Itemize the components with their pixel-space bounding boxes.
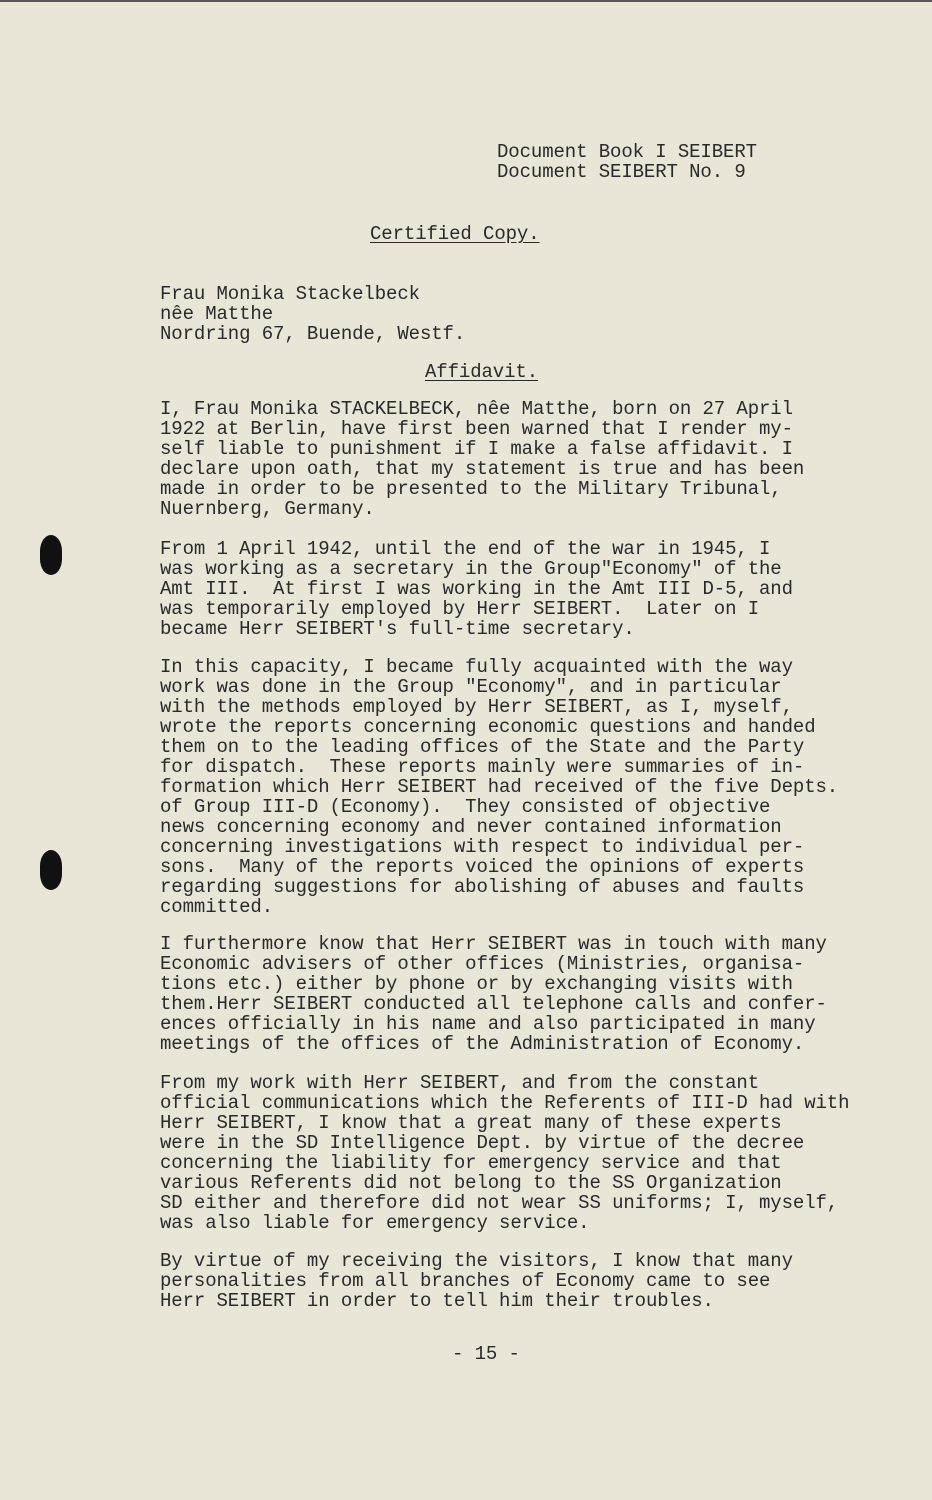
paragraph-line: ences officially in his name and also participated in many: [160, 1013, 816, 1035]
paragraph-line: Amt III. At first I was working in the Amt III D-5, and: [160, 578, 793, 600]
paragraph: [160, 1073, 849, 1233]
binder-hole: [40, 535, 62, 575]
paragraph-line: tions etc.) either by phone or by exchanging visits with: [160, 973, 793, 995]
paragraph-line: them on to the leading offices of the State and the Party: [160, 736, 805, 758]
paragraph: [160, 539, 793, 639]
document-reference: [497, 142, 757, 182]
address-line: Nordring 67, Buende, Westf.: [160, 323, 466, 345]
paragraph: [160, 399, 804, 519]
paragraph-line: for dispatch. These reports mainly were summaries of in-: [160, 756, 805, 778]
page-number: - 15 -: [452, 1343, 520, 1365]
paragraph-line: Economic advisers of other offices (Ministries, organisa-: [160, 953, 805, 975]
paragraph-line: were in the SD Intelligence Dept. by virtue of the decree: [160, 1132, 805, 1154]
header-line: Document SEIBERT No. 9: [497, 161, 746, 183]
affidavit-title: Affidavit.: [425, 361, 539, 383]
paragraph-line: wrote the reports concerning economic questions and handed: [160, 716, 816, 738]
paragraph-line: was also liable for emergency service.: [160, 1212, 590, 1234]
paragraph-line: Herr SEIBERT in order to tell him their troubles.: [160, 1290, 714, 1312]
paragraph-line: formation which Herr SEIBERT had received of the five Depts.: [160, 776, 839, 798]
paragraph-line: news concerning economy and never contained information: [160, 816, 782, 838]
page-edge: [0, 0, 932, 2]
paragraph-line: self liable to punishment if I make a false affidavit. I: [160, 438, 793, 460]
paragraph-line: concerning the liability for emergency service and that: [160, 1152, 782, 1174]
paragraph-line: In this capacity, I became fully acquainted with the way: [160, 656, 793, 678]
paragraph-line: concerning investigations with respect to individual per-: [160, 836, 805, 858]
paragraph: [160, 1251, 793, 1311]
address-block: [160, 284, 465, 344]
address-line: Frau Monika Stackelbeck: [160, 283, 420, 305]
paragraph-line: official communications which the Referents of III-D had with: [160, 1092, 850, 1114]
header-line: Document Book I SEIBERT: [497, 141, 757, 163]
paragraph-line: By virtue of my receiving the visitors, I know that many: [160, 1250, 793, 1272]
paragraph-line: Nuernberg, Germany.: [160, 498, 375, 520]
paragraph-line: with the methods employed by Herr SEIBERT, as I, myself,: [160, 696, 793, 718]
paragraph-line: I, Frau Monika STACKELBECK, nêe Matthe, born on 27 April: [160, 398, 793, 420]
paragraph-line: I furthermore know that Herr SEIBERT was in touch with many: [160, 933, 827, 955]
paragraph-line: made in order to be presented to the Military Tribunal,: [160, 478, 782, 500]
paragraph-line: was working as a secretary in the Group"Economy" of the: [160, 558, 782, 580]
paragraph-line: was temporarily employed by Herr SEIBERT. Later on I: [160, 598, 759, 620]
paragraph-line: meetings of the offices of the Administration of Economy.: [160, 1033, 805, 1055]
paragraph-line: them.Herr SEIBERT conducted all telephone calls and confer-: [160, 993, 827, 1015]
paragraph-line: various Referents did not belong to the SS Organization: [160, 1172, 782, 1194]
paragraph-line: regarding suggestions for abolishing of abuses and faults: [160, 876, 805, 898]
paragraph-line: became Herr SEIBERT's full-time secretary.: [160, 618, 635, 640]
paragraph: [160, 934, 827, 1054]
paragraph-line: declare upon oath, that my statement is true and has been: [160, 458, 805, 480]
paragraph-line: SD either and therefore did not wear SS uniforms; I, myself,: [160, 1192, 839, 1214]
certified-copy-title: Certified Copy.: [370, 223, 540, 245]
paragraph-line: Herr SEIBERT, I know that a great many of these experts: [160, 1112, 782, 1134]
paragraph-line: committed.: [160, 896, 274, 918]
paragraph-line: From my work with Herr SEIBERT, and from the constant: [160, 1072, 759, 1094]
address-line: nêe Matthe: [160, 303, 274, 325]
binder-hole: [40, 850, 62, 890]
paragraph-line: personalities from all branches of Economy came to see: [160, 1270, 771, 1292]
paragraph-line: From 1 April 1942, until the end of the war in 1945, I: [160, 538, 771, 560]
paragraph-line: work was done in the Group "Economy", and in particular: [160, 676, 782, 698]
paragraph-line: sons. Many of the reports voiced the opinions of experts: [160, 856, 805, 878]
paragraph-line: of Group III-D (Economy). They consisted of objective: [160, 796, 771, 818]
paragraph: [160, 657, 838, 917]
paragraph-line: 1922 at Berlin, have first been warned that I render my-: [160, 418, 793, 440]
